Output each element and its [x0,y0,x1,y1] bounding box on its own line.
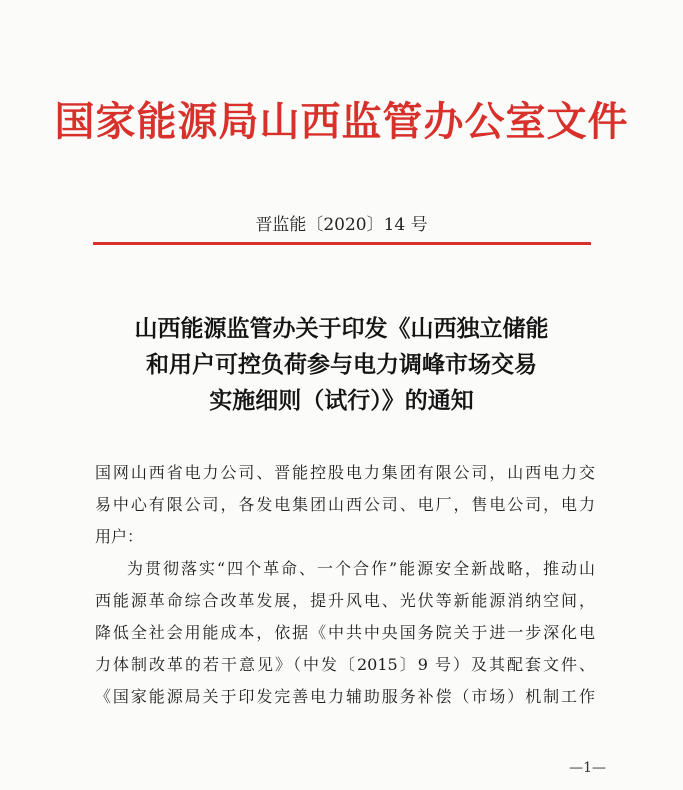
body-line-paragraph: 《国家能源局关于印发完善电力辅助服务补偿（市场）机制工作 [95,687,595,706]
red-divider-line [93,242,591,245]
page-number: —1— [569,760,606,776]
notice-title-line: 实施细则（试行）》的通知 [209,387,474,414]
body-line-recipients: 用户： [95,527,144,546]
body-line-paragraph: 降低全社会用能成本，依据《中共中央国务院关于进一步深化电 [95,623,595,642]
notice-body [95,457,595,713]
document-number: 晋监能〔2020〕14 号 [255,215,428,235]
document-header-title: 国家能源局山西监管办公室文件 [54,98,629,145]
notice-title-line: 和用户可控负荷参与电力调峰市场交易 [146,351,537,378]
body-line-paragraph: 为贯彻落实“四个革命、一个合作”能源安全新战略，推动山 [127,559,595,578]
body-line-recipients: 国网山西省电力公司、晋能控股电力集团有限公司，山西电力交 [95,463,595,482]
notice-title-line: 山西能源监管办关于印发《山西独立储能 [134,315,549,342]
body-line-paragraph: 力体制改革的若干意见》（中发〔2015〕9 号）及其配套文件、 [95,655,595,674]
body-line-recipients: 易中心有限公司，各发电集团山西公司、电厂，售电公司，电力 [95,495,595,514]
body-line-paragraph: 西能源革命综合改革发展，提升风电、光伏等新能源消纳空间， [95,591,595,610]
notice-title [0,311,683,419]
